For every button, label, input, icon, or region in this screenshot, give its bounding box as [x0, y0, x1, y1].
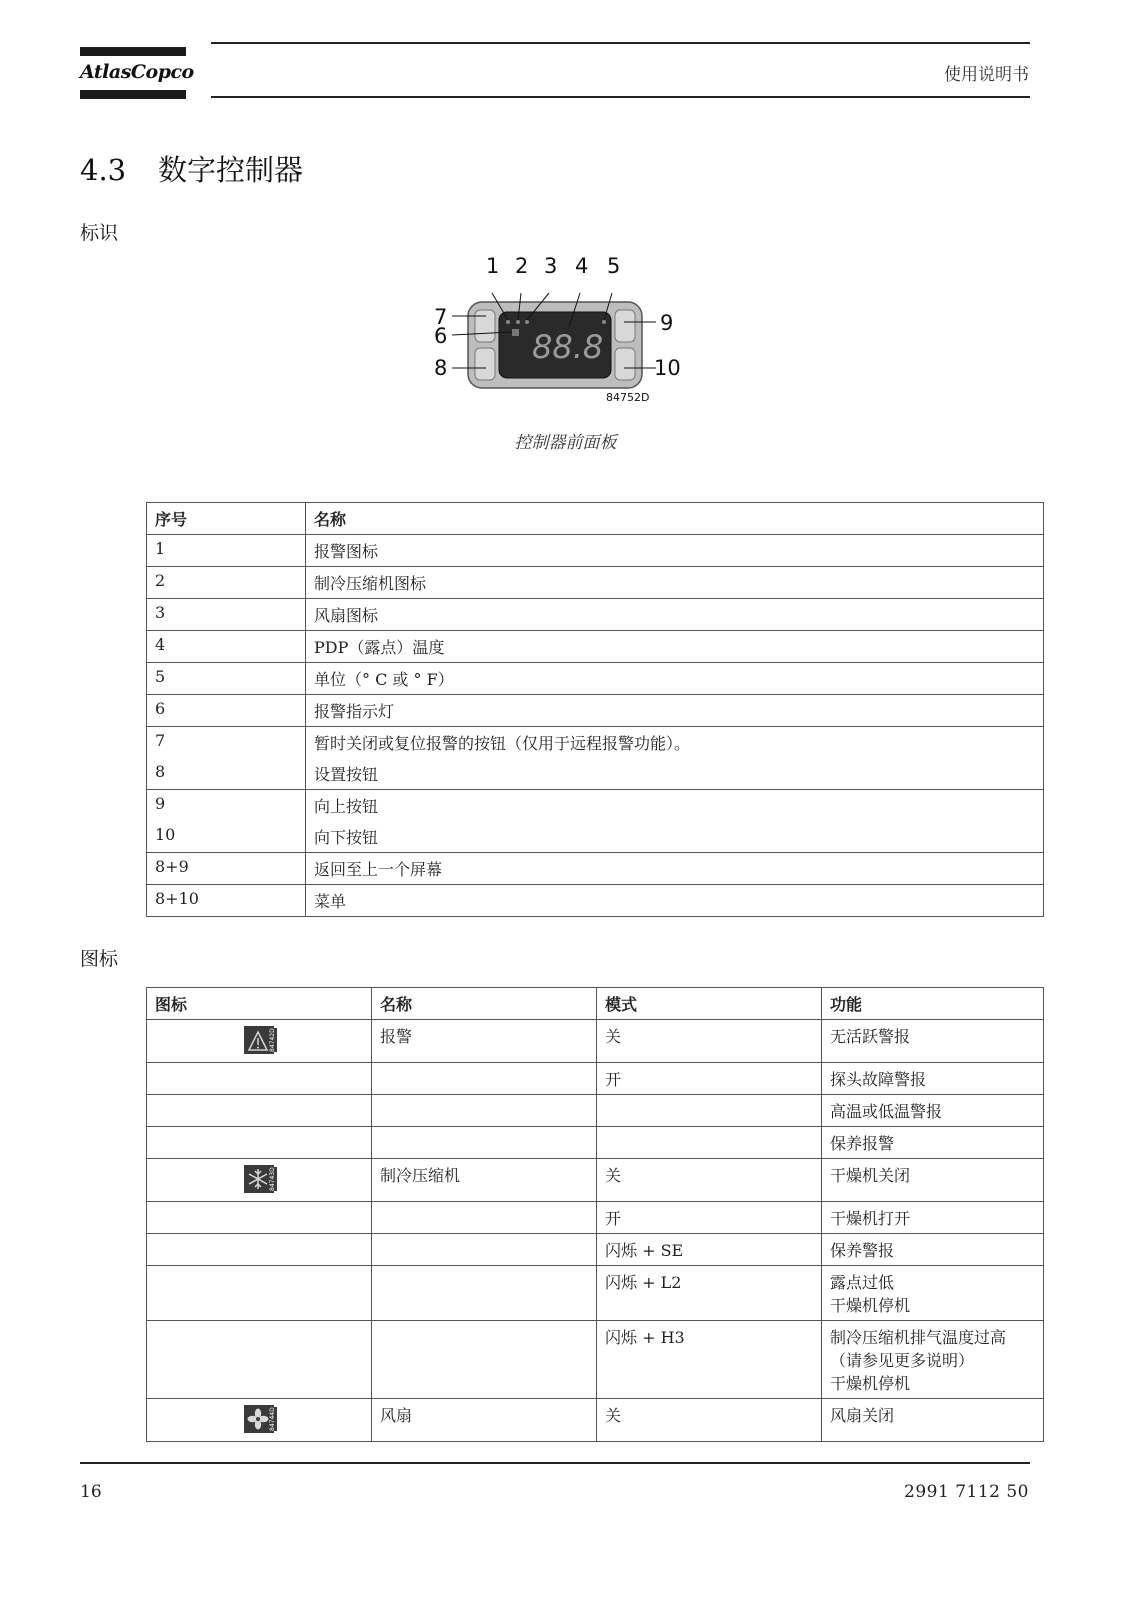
function-line: （请参见更多说明） [830, 1351, 975, 1370]
icon-cell [147, 1202, 372, 1234]
icon-mode [597, 1127, 822, 1159]
icon-name [372, 1063, 597, 1095]
row-number: 9 [147, 790, 306, 822]
table-row [147, 727, 1044, 759]
function-line: 露点过低 [830, 1273, 895, 1292]
table-row [147, 663, 1044, 695]
col-header-name: 名称 [306, 503, 1044, 535]
function-line: 干燥机停机 [830, 1374, 911, 1393]
footer-rule [80, 1462, 1030, 1464]
icon-function: 保养警报 [822, 1234, 1044, 1266]
icon-code: 84742D [269, 1028, 276, 1052]
table-row [147, 1063, 1044, 1095]
alarm-triangle-icon [244, 1026, 274, 1054]
table-row [147, 567, 1044, 599]
table-row [147, 758, 1044, 790]
icon-cell [147, 1127, 372, 1159]
row-number: 8+10 [147, 885, 306, 917]
table-row [147, 790, 1044, 822]
callout-5: 5 [607, 254, 621, 278]
function-line: 制冷压缩机排气温度过高 [830, 1328, 1007, 1347]
row-number: 8+9 [147, 853, 306, 885]
table-row [147, 853, 1044, 885]
row-name: 风扇图标 [306, 599, 1044, 631]
col-header-mode: 模式 [597, 988, 822, 1020]
icon-mode: 关 [597, 1399, 822, 1442]
table-row [147, 535, 1044, 567]
icon-cell [147, 1063, 372, 1095]
icon-function: 探头故障警报 [822, 1063, 1044, 1095]
icon-name: 风扇 [372, 1399, 597, 1442]
table-row [147, 821, 1044, 853]
row-number: 2 [147, 567, 306, 599]
icons-heading: 图标 [80, 948, 119, 970]
page-number: 16 [80, 1482, 102, 1502]
callout-4: 4 [575, 254, 589, 278]
table-header-row [147, 503, 1044, 535]
icon-name [372, 1202, 597, 1234]
table-row [147, 1399, 1044, 1442]
callout-7: 7 [434, 305, 448, 329]
callout-2: 2 [515, 254, 529, 278]
col-header-number: 序号 [147, 503, 306, 535]
snowflake-icon [244, 1165, 274, 1193]
icon-mode: 关 [597, 1159, 822, 1202]
document-type: 使用说明书 [944, 65, 1029, 85]
identification-heading: 标识 [80, 222, 119, 244]
row-number: 8 [147, 758, 306, 790]
icon-name [372, 1095, 597, 1127]
row-number: 10 [147, 821, 306, 853]
identification-table [146, 502, 1044, 917]
row-number: 5 [147, 663, 306, 695]
table-row [147, 885, 1044, 917]
section-number: 4.3 [80, 153, 127, 187]
icon-function [822, 1321, 1044, 1399]
row-name: 菜单 [306, 885, 1044, 917]
logo-brand-text: AtlasCopco [80, 61, 194, 83]
col-header-function: 功能 [822, 988, 1044, 1020]
icon-name [372, 1127, 597, 1159]
callout-8: 8 [434, 356, 448, 380]
table-row [147, 1127, 1044, 1159]
icon-name: 制冷压缩机 [372, 1159, 597, 1202]
section-title [80, 148, 303, 189]
table-row [147, 1020, 1044, 1063]
row-name: 报警图标 [306, 535, 1044, 567]
row-number: 3 [147, 599, 306, 631]
row-number: 6 [147, 695, 306, 727]
header-rule-bottom [211, 96, 1030, 98]
icon-function: 无活跃警报 [822, 1020, 1044, 1063]
figure-caption: 控制器前面板 [514, 433, 617, 453]
icon-mode: 关 [597, 1020, 822, 1063]
row-name: 报警指示灯 [306, 695, 1044, 727]
row-number: 1 [147, 535, 306, 567]
row-name: 单位（° C 或 ° F） [306, 663, 1044, 695]
controller-front-panel-figure [420, 252, 690, 412]
table-row [147, 1266, 1044, 1321]
row-name: 返回至上一个屏幕 [306, 853, 1044, 885]
row-name: 设置按钮 [306, 758, 1044, 790]
table-header-row [147, 988, 1044, 1020]
logo-bar-bottom [80, 90, 186, 99]
fan-icon [244, 1405, 274, 1433]
table-row [147, 695, 1044, 727]
figure-code: 84752D [606, 391, 650, 404]
icon-cell [147, 1159, 372, 1202]
function-line: 干燥机停机 [830, 1296, 911, 1315]
icon-mode: 开 [597, 1202, 822, 1234]
col-header-icon: 图标 [147, 988, 372, 1020]
table-row [147, 1321, 1044, 1399]
icons-table [146, 987, 1044, 1442]
icon-mode: 开 [597, 1063, 822, 1095]
header-rule-top [211, 42, 1030, 44]
icon-code: 84743D [269, 1167, 276, 1191]
callout-6: 6 [434, 324, 448, 348]
callout-3: 3 [544, 254, 558, 278]
col-header-name: 名称 [372, 988, 597, 1020]
row-name: 向下按钮 [306, 821, 1044, 853]
icon-mode [597, 1095, 822, 1127]
icon-cell [147, 1020, 372, 1063]
icon-function: 保养报警 [822, 1127, 1044, 1159]
icon-cell [147, 1095, 372, 1127]
atlas-copco-logo [80, 47, 194, 99]
table-row [147, 599, 1044, 631]
icon-mode: 闪烁 + L2 [597, 1266, 822, 1321]
icon-name [372, 1321, 597, 1399]
table-row [147, 1202, 1044, 1234]
row-name: 制冷压缩机图标 [306, 567, 1044, 599]
callout-1: 1 [486, 254, 500, 278]
table-row [147, 631, 1044, 663]
icon-function [822, 1266, 1044, 1321]
table-row [147, 1159, 1044, 1202]
icon-mode: 闪烁 + H3 [597, 1321, 822, 1399]
icon-code: 84744D [269, 1407, 276, 1431]
row-name: 向上按钮 [306, 790, 1044, 822]
row-number: 7 [147, 727, 306, 759]
row-number: 4 [147, 631, 306, 663]
icon-cell [147, 1399, 372, 1442]
document-code: 2991 7112 50 [904, 1482, 1029, 1502]
callout-10: 10 [654, 356, 681, 380]
icon-function: 风扇关闭 [822, 1399, 1044, 1442]
section-name: 数字控制器 [158, 153, 304, 187]
icon-cell [147, 1266, 372, 1321]
icon-cell [147, 1321, 372, 1399]
icon-cell [147, 1234, 372, 1266]
icon-function: 高温或低温警报 [822, 1095, 1044, 1127]
logo-bar-top [80, 47, 186, 56]
icon-function: 干燥机打开 [822, 1202, 1044, 1234]
icon-name [372, 1266, 597, 1321]
icon-name: 报警 [372, 1020, 597, 1063]
table-row [147, 1095, 1044, 1127]
callout-9: 9 [660, 311, 674, 335]
row-name: PDP（露点）温度 [306, 631, 1044, 663]
row-name: 暂时关闭或复位报警的按钮（仅用于远程报警功能）。 [306, 727, 1044, 759]
display-digits: 88.8 [532, 328, 604, 366]
table-row [147, 1234, 1044, 1266]
icon-mode: 闪烁 + SE [597, 1234, 822, 1266]
icon-name [372, 1234, 597, 1266]
icon-function: 干燥机关闭 [822, 1159, 1044, 1202]
